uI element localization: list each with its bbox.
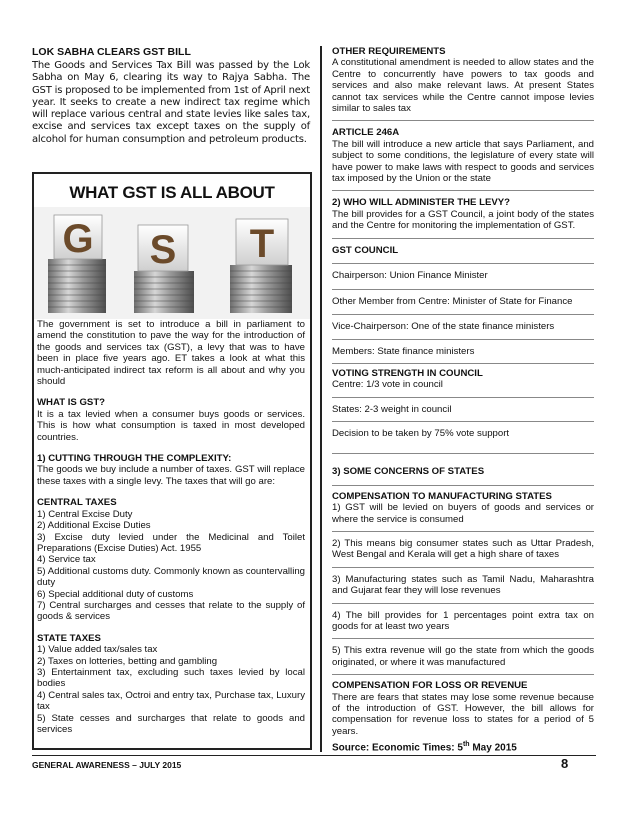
list-item: 5) State cesses and surcharges that relate to goods and services [37,712,305,735]
compensation-item: 2) This means big consumer states such as Uttar Pradesh, West Bengal and Kerala will get a high share of taxes [332,537,594,561]
compensation-manufacturing-heading: COMPENSATION TO MANUFACTURING STATES [332,490,552,502]
footer-label: GENERAL AWARENESS – JULY 2015 [32,760,182,770]
cube-letter-t: T [249,222,275,266]
council-item: Vice-Chairperson: One of the state finance ministers [332,320,555,332]
intro-section [32,46,310,146]
list-item: 6) Special additional duty of customs [37,588,194,600]
divider [332,421,594,422]
state-taxes-heading: STATE TAXES [37,632,101,644]
divider [332,397,594,398]
divider [332,603,594,604]
divider [332,314,594,315]
list-item: 4) Service tax [37,554,96,566]
compensation-loss-heading: COMPENSATION FOR LOSS OR REVENUE [332,680,528,692]
compensation-item: 1) GST will be levied on buyers of goods and services or where the service is consumed [332,502,594,525]
list-item: 1) Value added tax/sales tax [37,644,158,656]
source-line [332,739,594,754]
compensation-item: 4) The bill provides for 1 percentages point extra tax on goods for at least two years [332,609,594,632]
divider [332,674,594,675]
other-requirements-text: A constitutional amendment is needed to allow states and the Centre to concurrently have powers to tax goods and services and also make relevant laws. At present States cannot tax services while the Centre cannot impose levies similar to sales tax [332,57,594,115]
list-item: 7) Central surcharges and cesses that relate to the supply of goods & services [37,599,305,623]
source-suffix: May 2015 [469,742,517,754]
gst-council-heading: GST COUNCIL [332,244,399,256]
gst-coins-illustration [34,207,310,319]
box-lead-text: The government is set to introduce a bill in parliament to amend the constitution to pave the way for the introduction of the goods and services tax (GST), a levy that was to have been in place five years ago. ET takes a look at what this much-anticipated indirect tax reform is all about and why you should [37,319,305,388]
divider [332,567,594,568]
page-number: 8 [561,756,569,771]
divider [332,638,594,639]
compensation-item: 3) Manufacturing states such as Tamil Nadu, Maharashtra and Gujarat fear they will lose revenues [332,573,594,597]
divider [332,289,594,290]
complexity-heading: 1) CUTTING THROUGH THE COMPLEXITY: [37,453,232,465]
box-body [34,319,310,735]
state-taxes-list [37,644,305,735]
list-item: 2) Taxes on lotteries, betting and gambling [37,655,218,667]
intro-title: LOK SABHA CLEARS GST BILL [32,46,191,58]
council-item: Other Member from Centre: Minister of State for Finance [332,295,573,307]
divider [332,263,594,264]
article-text: The bill will introduce a new article that says Parliament, and subject to some conditions, the legislature of every state will have power to make laws with respect to goods and services tax imposed by the Union or the state [332,138,594,185]
divider [332,120,594,121]
what-is-gst-text: It is a tax levied when a consumer buys goods or services. This is how what consumption is taxed in most developed countries. [37,408,305,443]
divider [332,339,594,340]
council-item: Chairperson: Union Finance Minister [332,270,488,282]
intro-text: The Goods and Services Tax Bill was passed by the Lok Sabha on May 6, clearing its way to Rajya Sabha. The GST is proposed to be implemented from 1st of April next year. It seeks to create a new indirect tax regime which will replace various central and state levies like sales tax, excise and services tax except taxes on the supply of alcohol for human consumption and petroleum products. [32,60,310,145]
divider [332,190,594,191]
gst-feature-box [32,172,312,750]
list-item: 2) Additional Excise Duties [37,520,151,532]
concerns-heading: 3) SOME CONCERNS OF STATES [332,466,485,478]
divider [332,531,594,532]
list-item: 4) Central sales tax, Octroi and entry tax, Purchase tax, Luxury tax [37,689,305,713]
column-divider [320,46,322,752]
cube-letter-s: S [149,228,177,272]
article-heading: ARTICLE 246A [332,127,400,139]
voting-heading: VOTING STRENGTH IN COUNCIL [332,367,483,379]
source-prefix: Source: Economic Times: 5 [332,742,463,754]
divider [332,238,594,239]
divider [332,363,594,364]
voting-item: Decision to be taken by 75% vote support [332,427,510,439]
list-item: 3) Entertainment tax, excluding such taxes levied by local bodies [37,666,305,690]
divider [332,485,594,486]
right-column [332,46,594,754]
compensation-loss-text: There are fears that states may lose some revenue because of the introduction of GST. However, the bill allows for compensation for revenue loss to states for a period of 5 years. [332,691,594,737]
central-taxes-heading: CENTRAL TAXES [37,497,117,509]
divider [332,453,594,454]
what-is-gst-heading: WHAT IS GST? [37,397,106,409]
list-item: 3) Excise duty levied under the Medicinal and Toilet Preparations (Excise Duties) Act. 1955 [37,531,305,554]
list-item: 5) Additional customs duty. Commonly known as countervalling duty [37,565,305,589]
voting-item: States: 2-3 weight in council [332,403,452,415]
council-item: Members: State finance ministers [332,346,475,358]
footer-rule [32,755,596,756]
other-requirements-heading: OTHER REQUIREMENTS [332,46,446,57]
cube-letter-g: G [62,217,94,261]
central-taxes-list [37,509,305,623]
list-item: 1) Central Excise Duty [37,508,133,520]
box-title: WHAT GST IS ALL ABOUT [69,183,275,202]
source-superscript: th [462,741,470,749]
compensation-item: 5) This extra revenue will go the state from which the goods originated, or where it was manufactured [332,645,594,668]
voting-item: Centre: 1/3 vote in council [332,379,443,391]
administer-heading: 2) WHO WILL ADMINISTER THE LEVY? [332,197,511,209]
complexity-text: The goods we buy include a number of taxes. GST will replace these taxes with a single levy. The taxes that will go are: [37,464,305,487]
gst-coins-image [34,207,310,319]
administer-text: The bill provides for a GST Council, a joint body of the states and the Centre for monitoring the implementation of GST. [332,208,594,232]
